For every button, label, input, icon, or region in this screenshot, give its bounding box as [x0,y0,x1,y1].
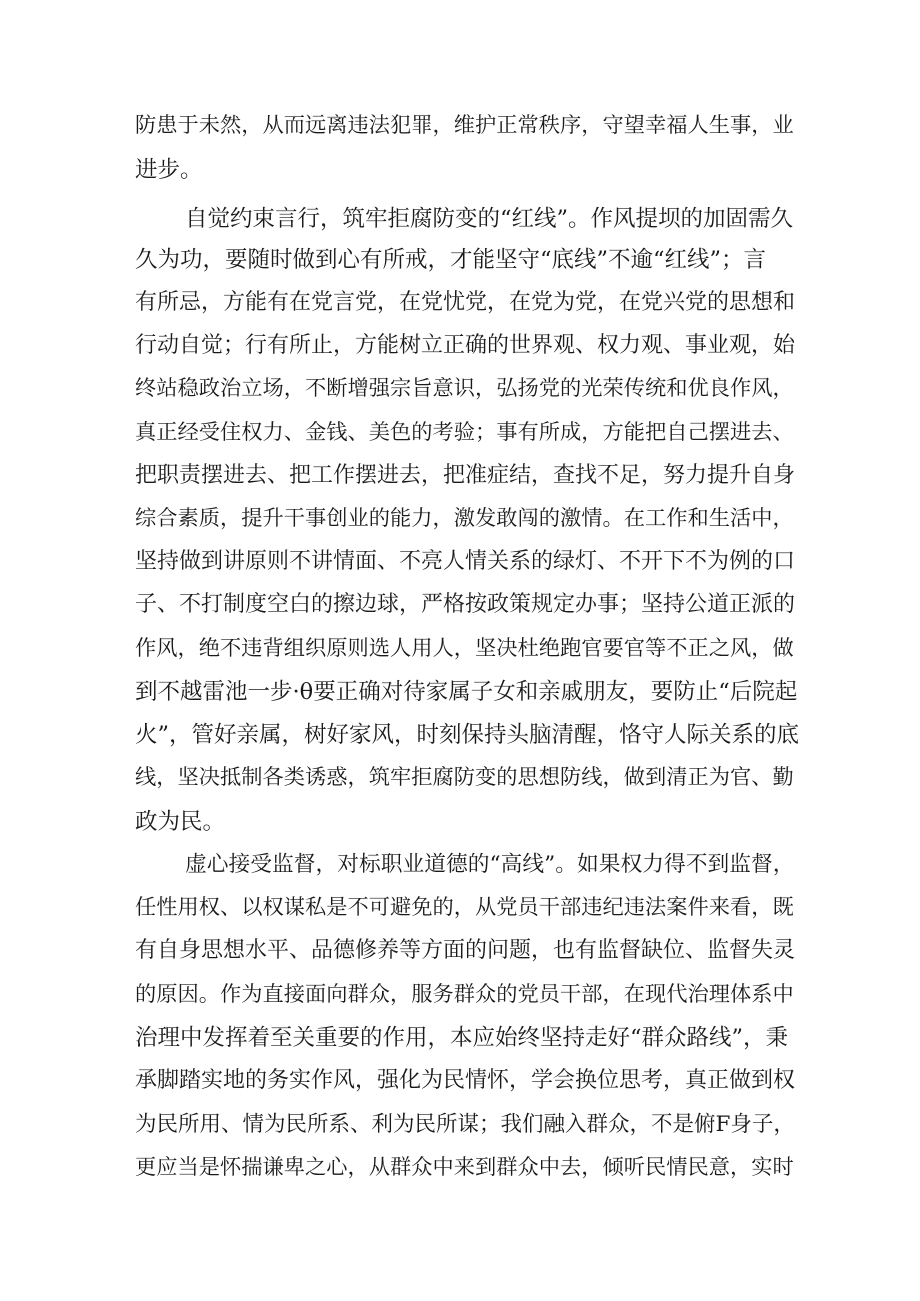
text-line: 虚心接受监督，对标职业道德的“高线”。如果权力得不到监督， [185,852,795,877]
text-line: 行动自觉；行有所止，方能树立正确的世界观、权力观、事业观，始 [135,333,796,358]
text-line: 政为民。 [135,809,226,835]
text-line: 真正经受住权力、金钱、美色的考验；事有所成，方能把自己摆进去、 [135,420,794,445]
text-line: 到不越雷池一步·θ要正确对待家属子女和亲戚朋友，要防止“后院起 [135,679,798,705]
text-line: 线，坚决抵制各类诱惑，筑牢拒腐防变的思想防线，做到清正为官、勤 [135,765,794,790]
text-line: 更应当是怀揣谦卑之心，从群众中来到群众中去，倾听民情民意，实时 [135,1155,794,1180]
text-line: 作风，绝不违背组织原则选人用人，坚决杜绝跑官要官等不正之风，做 [135,636,794,661]
text-line: 坚持做到讲原则不讲情面、不亮人情关系的绿灯、不开下不为例的口 [135,549,796,574]
text-line: 有自身思想水平、品德修养等方面的问题，也有监督缺位、监督失灵 [135,938,796,963]
text-line: 任性用权、以权谋私是不可避免的，从党员干部违纪违法案件来看，既 [135,895,794,920]
text-line: 自觉约束言行，筑牢拒腐防变的“红线”。作风提坝的加固需久 [185,206,794,232]
text-line: 为民所用、情为民所系、利为民所谋；我们融入群众，不是俯F身子， [135,1112,795,1137]
text-line: 防患于未然，从而远离违法犯罪，维护正常秩序，守望幸福人生事，业 [135,113,794,138]
text-line: 子、不打制度空白的擦边球，严格按政策规定办事；坚持公道正派的 [135,592,796,617]
text-line: 火”，管好亲属，树好家风，时刻保持头脑清醒，恪守人际关系的底 [135,722,800,748]
text-line: 把职责摆进去、把工作摆进去，把准症结，查找不足，努力提升自身 [135,463,796,488]
text-line: 进步。 [135,157,203,183]
text-line: 的原因。作为直接面向群众，服务群众的党员干部，在现代治理体系中 [135,982,794,1007]
text-line: 综合素质，提升干事创业的能力，激发敢闯的激情。在工作和生活中， [135,506,794,531]
text-line: 终站稳政治立场，不断增强宗旨意识，弘扬党的光荣传统和优良作风， [135,376,794,401]
text-line: 有所忌，方能有在党言党，在党忧党，在党为党，在党兴党的思想和 [135,290,796,315]
text-line: 承脚踏实地的务实作风，强化为民情怀，学会换位思考，真正做到权 [135,1068,796,1093]
text-line: 治理中发挥着至关重要的作用，本应始终坚持走好“群众路线”，秉 [135,1025,789,1051]
text-line: 久为功，要随时做到心有所戒，才能坚守“底线”不逾“红线”；言 [135,247,767,273]
